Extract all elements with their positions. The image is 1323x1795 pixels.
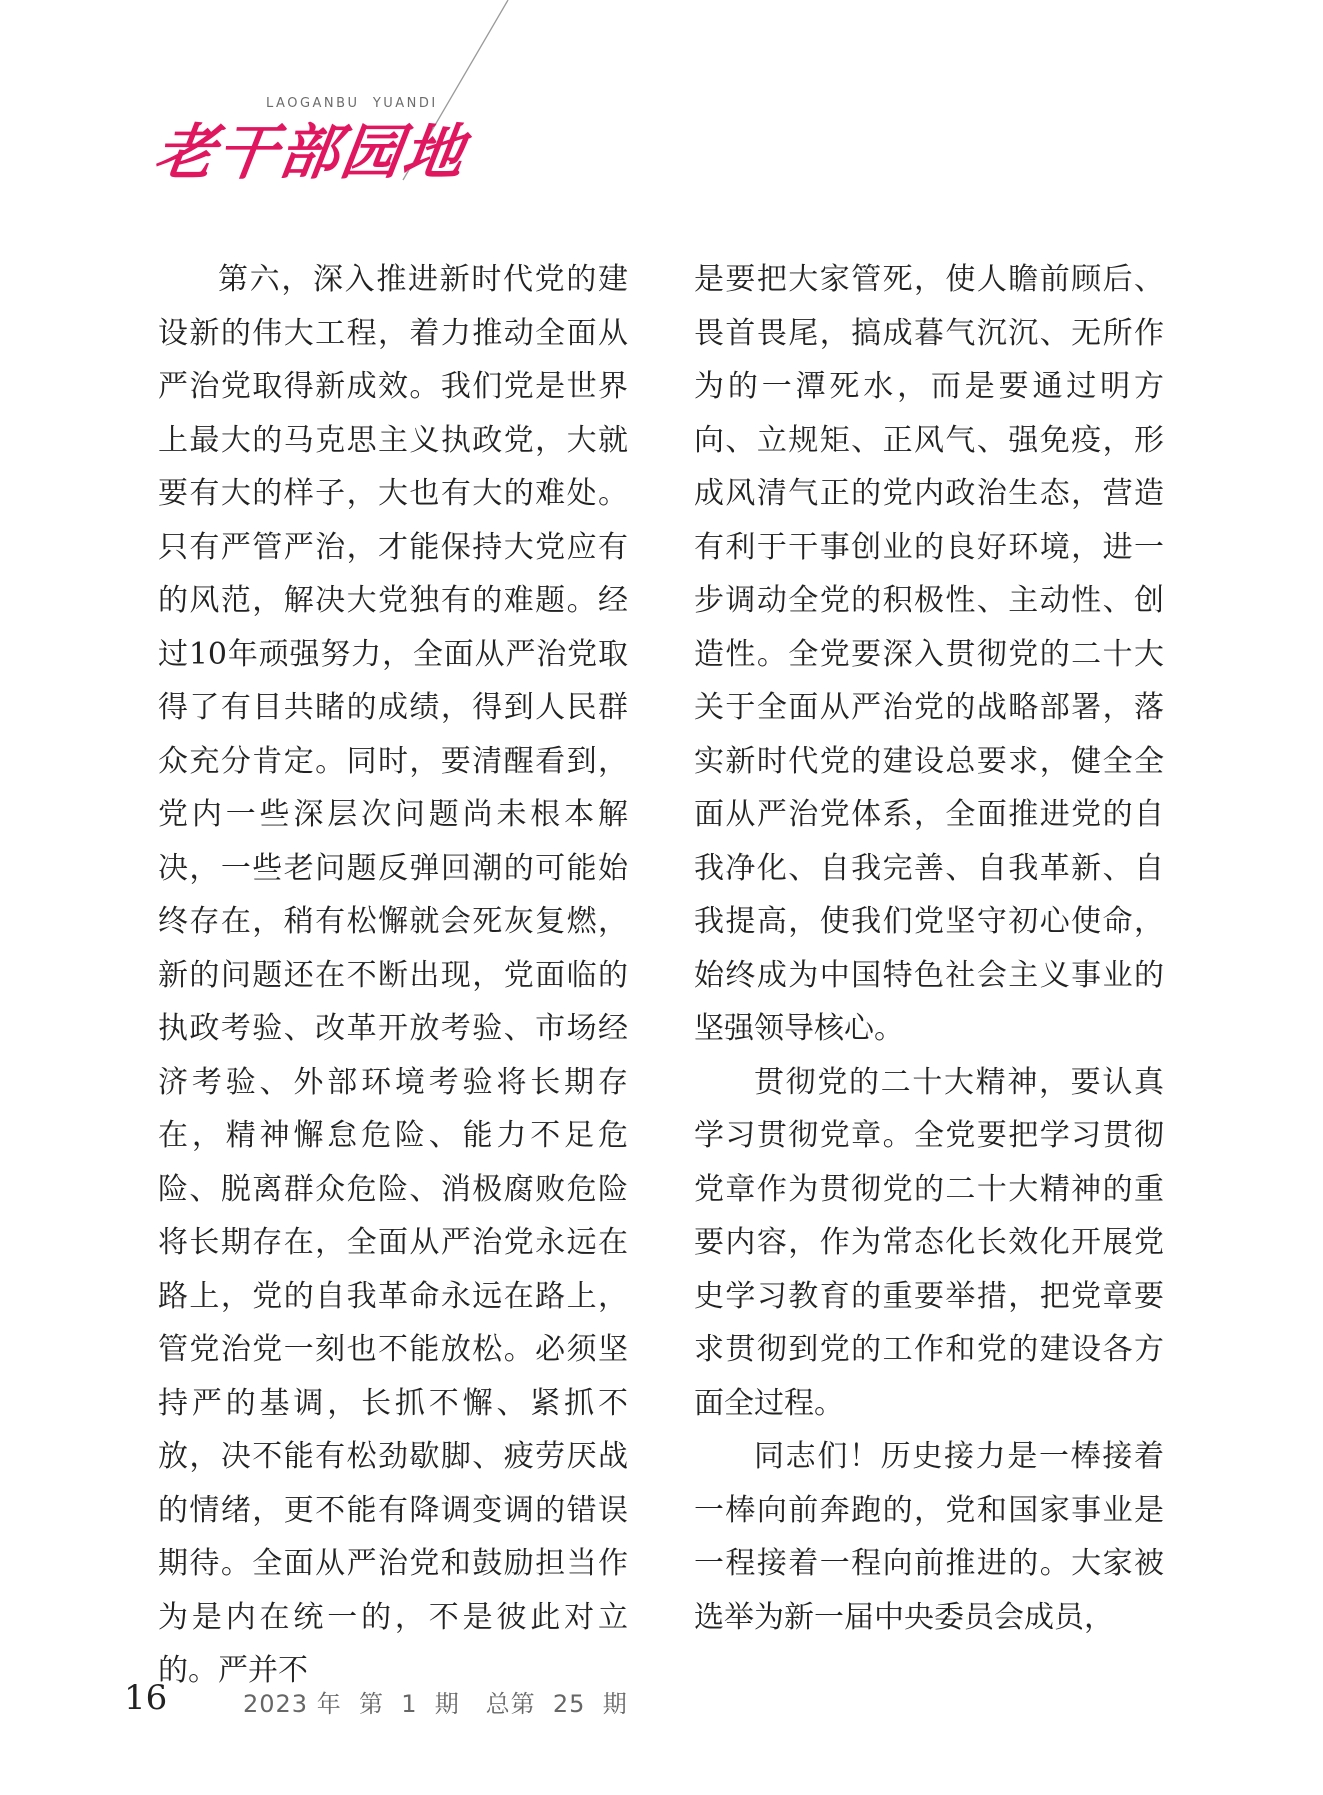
brand-logo-text: 老干部园地 xyxy=(150,118,470,188)
left-text-column xyxy=(158,253,628,1698)
paragraph: 第六，深入推进新时代党的建设新的伟大工程，着力推动全面从严治党取得新成效。我们党是世界上最大的马克思主义执政党，大就要有大的样子，大也有大的难处。只有严管严治，才能保持大党应有的风范，解决大党独有的难题。经过10年顽强努力，全面从严治党取得了有目共睹的成绩，得到人民群众充分肯定。同时，要清醒看到，党内一些深层次问题尚未根本解决，一些老问题反弹回潮的可能始终存在，稍有松懈就会死灰复燃，新的问题还在不断出现，党面临的执政考验、改革开放考验、市场经济考验、外部环境考验将长期存在，精神懈怠危险、能力不足危险、脱离群众危险、消极腐败危险将长期存在，全面从严治党永远在路上，党的自我革命永远在路上，管党治党一刻也不能放松。必须坚持严的基调，长抓不懈、紧抓不放，决不能有松劲歇脚、疲劳厌战的情绪，更不能有降调变调的错误期待。全面从严治党和鼓励担当作为是内在统一的，不是彼此对立的。严并不 xyxy=(158,262,628,1688)
page-number: 16 xyxy=(124,1678,168,1718)
page-header xyxy=(0,0,1323,200)
issue-info: 2023 年 第 1 期 总第 25 期 xyxy=(243,1690,628,1718)
paragraph: 同志们！历史接力是一棒接着一棒向前奔跑的，党和国家事业是一程接着一程向前推进的。大家被选举为新一届中央委员会成员， xyxy=(694,1439,1164,1635)
brand-english-name: LAOGANBU YUANDI xyxy=(266,96,438,111)
paragraph-continuation: 是要把大家管死，使人瞻前顾后、畏首畏尾，搞成暮气沉沉、无所作为的一潭死水，而是要通过明方向、立规矩、正风气、强免疫，形成风清气正的党内政治生态，营造有利于干事创业的良好环境，进一步调动全党的积极性、主动性、创造性。全党要深入贯彻党的二十大关于全面从严治党的战略部署，落实新时代党的建设总要求，健全全面从严治党体系，全面推进党的自我净化、自我完善、自我革新、自我提高，使我们党坚守初心使命，始终成为中国特色社会主义事业的坚强领导核心。 xyxy=(694,262,1164,1046)
right-text-column xyxy=(694,253,1164,1644)
page-footer xyxy=(0,1670,1323,1730)
paragraph: 贯彻党的二十大精神，要认真学习贯彻党章。全党要把学习贯彻党章作为贯彻党的二十大精神的重要内容，作为常态化长效化开展党史学习教育的重要举措，把党章要求贯彻到党的工作和党的建设各方面全过程。 xyxy=(694,1064,1164,1421)
